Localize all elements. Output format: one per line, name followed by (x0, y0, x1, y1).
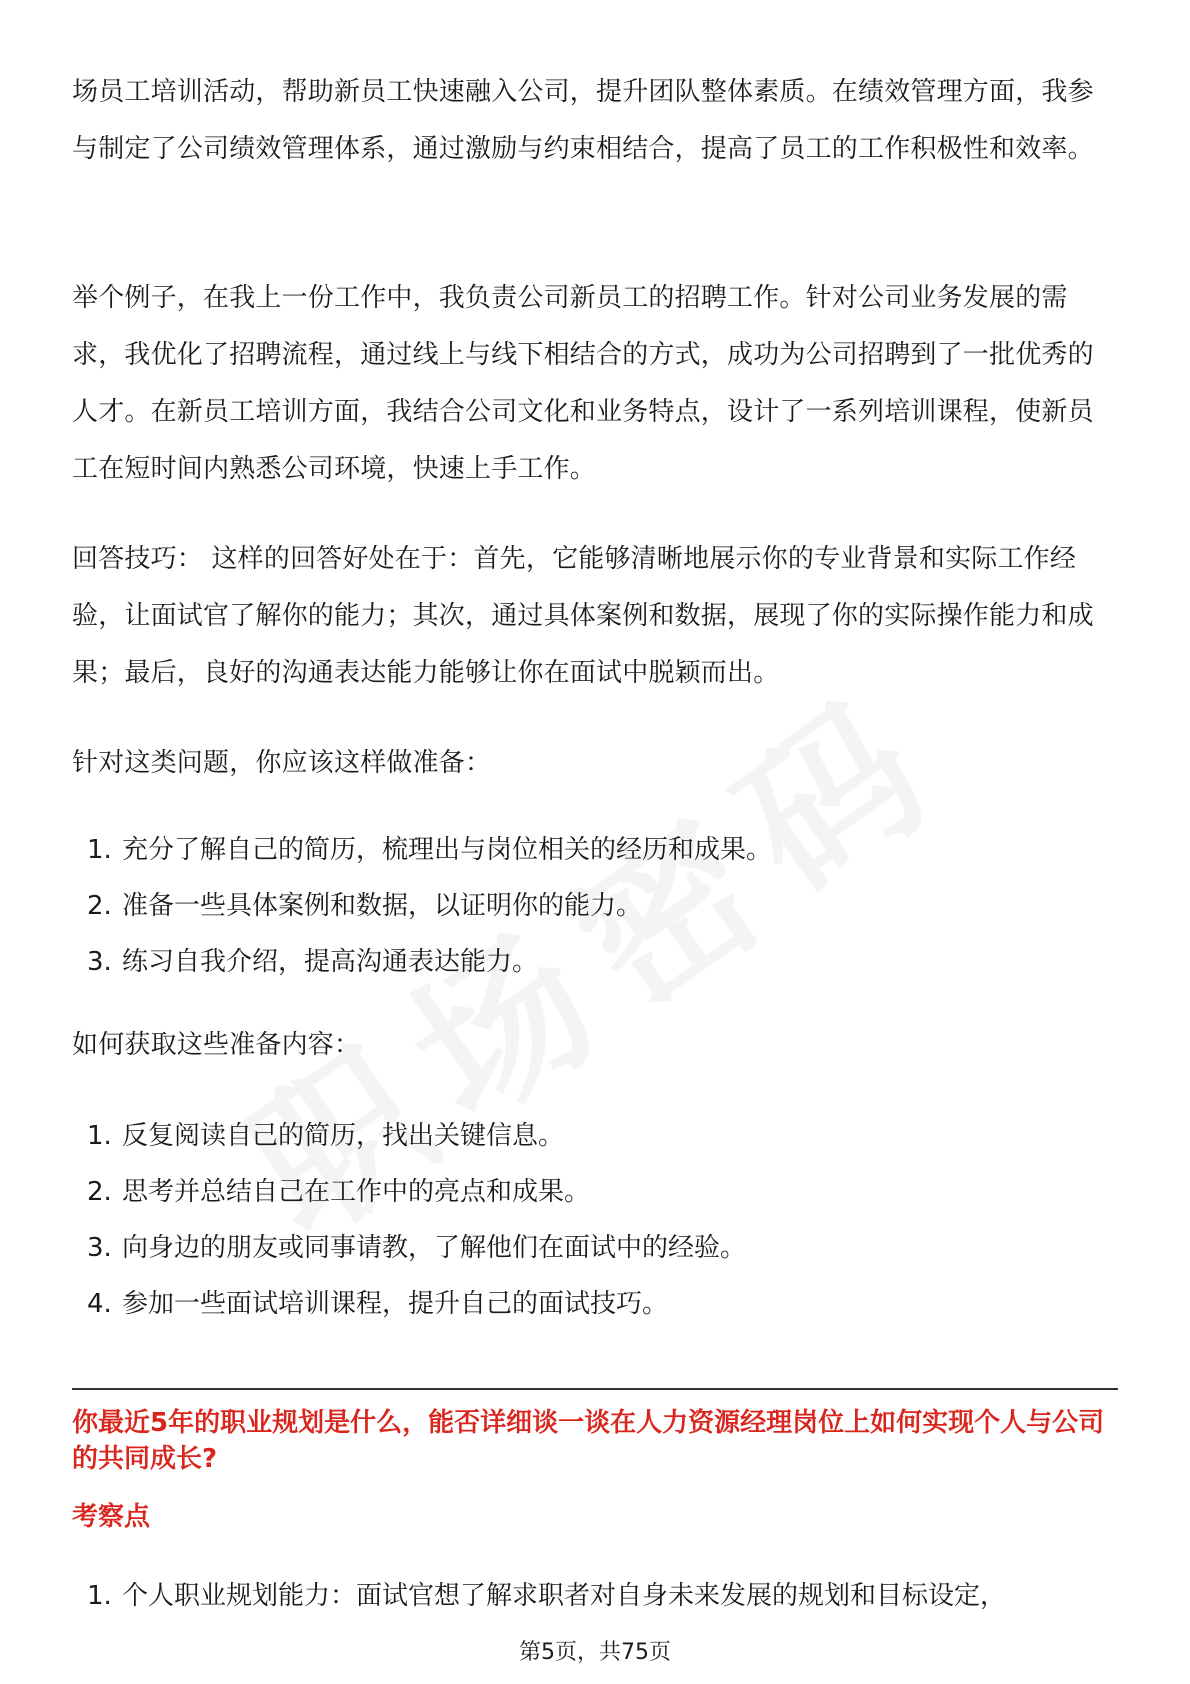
list-item (72, 822, 772, 878)
list-item (72, 878, 772, 934)
page-footer: 第5页，共75页 (519, 1640, 671, 1665)
acquire-list (72, 1108, 746, 1332)
list-item (72, 934, 772, 990)
list-number: 2. (87, 1177, 112, 1207)
paragraph-acquire-intro: 如何获取这些准备内容： (72, 1030, 361, 1060)
list-number: 1. (87, 1121, 112, 1151)
list-number: 1. (87, 1581, 112, 1611)
list-text: 反复阅读自己的简历，找出关键信息。 (122, 1121, 565, 1151)
paragraph-prep-intro: 针对这类问题，你应该这样做准备： (72, 748, 492, 778)
list-item (72, 1220, 746, 1276)
list-text: 充分了解自己的简历，梳理出与岗位相关的经历和成果。 (122, 835, 773, 865)
list-number: 4. (87, 1289, 112, 1319)
list-text: 准备一些具体案例和数据，以证明你的能力。 (122, 891, 643, 921)
list-item (72, 1276, 746, 1332)
points-list (72, 1568, 1006, 1624)
question-heading: 你最近5年的职业规划是什么，能否详细谈一谈在人力资源经理岗位上如何实现个人与公司的共同成长? (72, 1408, 1105, 1474)
list-text: 向身边的朋友或同事请教，了解他们在面试中的经验。 (122, 1233, 747, 1263)
list-number: 1. (87, 835, 112, 865)
paragraph-answer-tips: 回答技巧： 这样的回答好处在于：首先，它能够清晰地展示你的专业背景和实际工作经验，让面试官了解你的能力；其次，通过具体案例和数据，展现了你的实际操作能力和成果；最后，良好的沟通表达能力能够让你在面试中脱颖而出。 (72, 544, 1094, 688)
list-item (72, 1164, 746, 1220)
paragraph-example: 举个例子，在我上一份工作中，我负责公司新员工的招聘工作。针对公司业务发展的需求，我优化了招聘流程，通过线上与线下相结合的方式，成功为公司招聘到了一批优秀的人才。在新员工培训方面，我结合公司文化和业务特点，设计了一系列培训课程，使新员工在短时间内熟悉公司环境，快速上手工作。 (72, 283, 1094, 484)
paragraph-training-performance: 场员工培训活动，帮助新员工快速融入公司，提升团队整体素质。在绩效管理方面，我参与制定了公司绩效管理体系，通过激励与约束相结合，提高了员工的工作积极性和效率。 (72, 77, 1094, 164)
list-text: 练习自我介绍，提高沟通表达能力。 (122, 947, 539, 977)
list-item (72, 1568, 1006, 1624)
list-text: 个人职业规划能力：面试官想了解求职者对自身未来发展的规划和目标设定， (122, 1581, 1007, 1611)
assessment-points-title: 考察点 (72, 1502, 151, 1532)
list-number: 3. (87, 947, 112, 977)
list-number: 3. (87, 1233, 112, 1263)
prep-list (72, 822, 772, 990)
list-text: 参加一些面试培训课程，提升自己的面试技巧。 (122, 1289, 669, 1319)
list-item (72, 1108, 746, 1164)
section-divider (72, 1388, 1118, 1390)
list-number: 2. (87, 891, 112, 921)
list-text: 思考并总结自己在工作中的亮点和成果。 (122, 1177, 591, 1207)
